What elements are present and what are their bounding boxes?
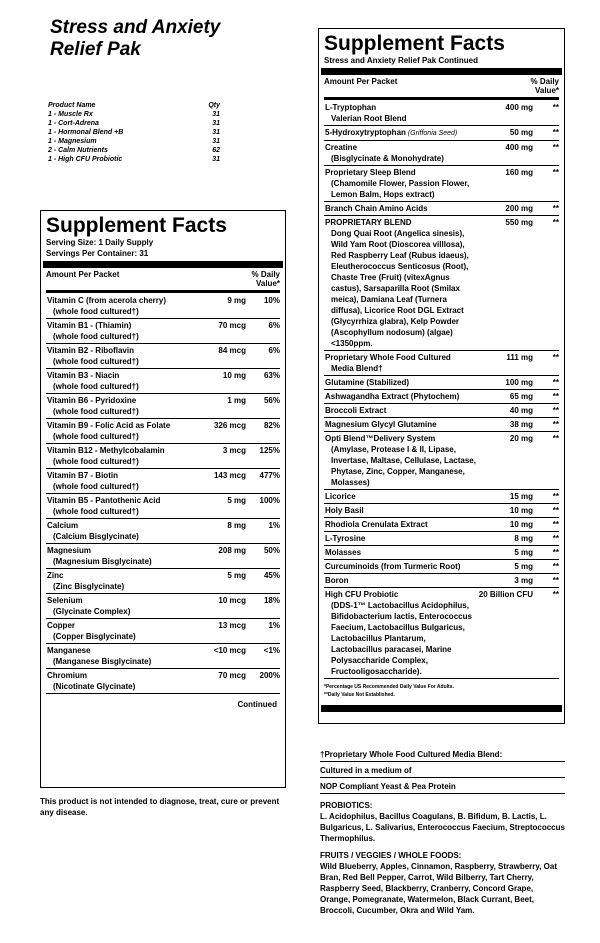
product-qty: 31 bbox=[212, 138, 220, 145]
nutrient-name: Vitamin B3 - Niacin bbox=[47, 371, 120, 380]
nutrient-name: High CFU Probiotic bbox=[325, 590, 399, 599]
nutrient-name: 5-Hydroxytryptophan bbox=[325, 128, 406, 137]
nutrient-source: (Calcium Bisglycinate) bbox=[53, 532, 139, 541]
nutrient-source: (Bisglycinate & Monohydrate) bbox=[331, 154, 444, 163]
foods-text: Wild Blueberry, Apples, Cinnamon, Raspberry, Strawberry, Oat Bran, Red Bell Pepper, Carrot, Wild Bilberry, Tart Cherry, Raspberry Seed, Blackberry, Cranberry, Concord Grape, Orange, Pomegranate, Watermelon, Black Currant, Beet, Broccoli, Cucumber, Okra and Wild Yam. bbox=[320, 862, 558, 915]
nutrient-cell bbox=[324, 352, 477, 374]
nutrient-row bbox=[324, 404, 559, 418]
nutrient-amount: 10 mg bbox=[222, 371, 246, 380]
product-row bbox=[48, 155, 220, 164]
footnote-dv: *Percentage US Recommended Daily Value For Adults. bbox=[324, 684, 454, 690]
nutrient-cell bbox=[46, 395, 190, 417]
supplement-facts-heading: Supplement Facts bbox=[324, 32, 505, 55]
supplement-facts-panel-left bbox=[40, 210, 286, 788]
left-nutrient-rows bbox=[46, 294, 280, 694]
nutrient-row bbox=[46, 519, 280, 544]
nutrient-cell bbox=[46, 445, 190, 467]
nutrient-row bbox=[46, 669, 280, 694]
nutrient-dv: ** bbox=[552, 434, 559, 443]
nutrient-name: Zinc bbox=[47, 571, 64, 580]
nutrient-cell bbox=[324, 102, 477, 124]
nutrient-name: Vitamin B12 - Methylcobalamin bbox=[47, 446, 165, 455]
nutrient-row bbox=[46, 469, 280, 494]
right-nutrient-rows bbox=[324, 101, 559, 679]
nutrient-amount: 3 mcg bbox=[222, 446, 246, 455]
divider-bar bbox=[321, 68, 562, 75]
nutrient-source: (Chamomile Flower, Passion Flower, Lemon Balm, Hops extract) bbox=[331, 179, 470, 199]
nutrient-row bbox=[46, 444, 280, 469]
product-qty: 31 bbox=[212, 120, 220, 127]
continued-label: Continued bbox=[237, 700, 277, 709]
product-name: 1 - Cort-Adrena bbox=[48, 120, 99, 127]
nutrient-amount: 8 mg bbox=[227, 521, 246, 530]
nutrient-name: Vitamin B6 - Pyridoxine bbox=[47, 396, 137, 405]
nutrient-amount: 400 mg bbox=[505, 143, 533, 152]
nutrient-amount: 65 mg bbox=[509, 392, 533, 401]
nutrient-cell bbox=[46, 570, 190, 592]
nutrient-dv: ** bbox=[552, 576, 559, 585]
serving-size: Serving Size: 1 Daily Supply bbox=[46, 238, 154, 247]
nutrient-dv: ** bbox=[552, 168, 559, 177]
product-name: 1 - High CFU Probiotic bbox=[48, 156, 123, 163]
nutrient-name: Glutamine (Stabilized) bbox=[325, 378, 410, 387]
nutrient-name: Chromium bbox=[47, 671, 87, 680]
nutrient-dv: 200% bbox=[259, 671, 280, 680]
nutrient-dv: 50% bbox=[263, 546, 280, 555]
product-name-header: Product Name bbox=[48, 102, 96, 109]
nutrient-row bbox=[324, 216, 559, 351]
nutrient-cell bbox=[46, 595, 190, 617]
title-line-2: Relief Pak bbox=[50, 39, 141, 60]
nutrient-cell bbox=[46, 495, 190, 517]
nutrient-dv: 63% bbox=[263, 371, 280, 380]
nutrient-dv: 45% bbox=[263, 571, 280, 580]
nutrient-name: Proprietary Whole Food Cultured bbox=[325, 353, 451, 362]
product-qty: 31 bbox=[212, 156, 220, 163]
nutrient-cell bbox=[324, 589, 477, 677]
disclaimer: This product is not intended to diagnose, treat, cure or prevent any disease. bbox=[40, 797, 280, 817]
nutrient-cell bbox=[46, 545, 190, 567]
product-row bbox=[48, 146, 220, 155]
nutrient-row bbox=[46, 594, 280, 619]
nutrient-name: Rhodiola Crenulata Extract bbox=[325, 520, 428, 529]
product-qty: 31 bbox=[212, 111, 220, 118]
nutrient-dv: 18% bbox=[263, 596, 280, 605]
nutrient-cell bbox=[324, 142, 477, 164]
nutrient-cell bbox=[324, 391, 477, 402]
nutrient-dv: ** bbox=[552, 128, 559, 137]
nutrient-name: Holy Basil bbox=[325, 506, 364, 515]
nutrient-source: (whole food cultured†) bbox=[53, 457, 139, 466]
nutrient-cell bbox=[324, 203, 477, 214]
nutrient-cell bbox=[324, 547, 477, 558]
title-line-1: Stress and Anxiety bbox=[50, 17, 221, 38]
nutrient-name: Ashwagandha Extract (Phytochem) bbox=[325, 392, 460, 401]
nutrient-row bbox=[46, 494, 280, 519]
nutrient-dv: ** bbox=[552, 420, 559, 429]
nutrient-source: (whole food cultured†) bbox=[53, 332, 139, 341]
nutrient-amount: 84 mcg bbox=[218, 346, 246, 355]
nutrient-cell bbox=[324, 519, 477, 530]
nutrient-name: Manganese bbox=[47, 646, 91, 655]
nutrient-dv: 1% bbox=[268, 521, 280, 530]
nutrient-row bbox=[324, 560, 559, 574]
blend-line-2: Cultured in a medium of bbox=[320, 764, 565, 778]
nutrient-amount: 50 mg bbox=[509, 128, 533, 137]
product-table bbox=[48, 101, 220, 164]
nutrient-amount: 326 mcg bbox=[213, 421, 246, 430]
nutrient-dv: <1% bbox=[263, 646, 280, 655]
product-row bbox=[48, 119, 220, 128]
product-table-header bbox=[48, 101, 220, 110]
nutrient-amount: 40 mg bbox=[509, 406, 533, 415]
product-row bbox=[48, 137, 220, 146]
nutrient-cell bbox=[324, 491, 477, 502]
nutrient-amount: 5 mg bbox=[514, 562, 533, 571]
nutrient-dv: ** bbox=[552, 406, 559, 415]
product-qty: 62 bbox=[212, 147, 220, 154]
nutrient-row bbox=[46, 319, 280, 344]
nutrient-amount: 70 mcg bbox=[218, 671, 246, 680]
nutrient-cell bbox=[324, 533, 477, 544]
nutrient-row bbox=[46, 544, 280, 569]
nutrient-source: (Manganese Bisglycinate) bbox=[53, 657, 152, 666]
nutrient-dv: ** bbox=[552, 562, 559, 571]
nutrient-row bbox=[324, 141, 559, 166]
nutrient-name: Vitamin B7 - Biotin bbox=[47, 471, 118, 480]
nutrient-row bbox=[324, 546, 559, 560]
servings-per-container: Servings Per Container: 31 bbox=[46, 249, 149, 258]
nutrient-cell bbox=[324, 505, 477, 516]
nutrient-row bbox=[324, 376, 559, 390]
nutrient-amount: 5 mg bbox=[514, 548, 533, 557]
nutrient-name: Licorice bbox=[325, 492, 356, 501]
nutrient-amount: 20 mg bbox=[509, 434, 533, 443]
probiotics-text: L. Acidophilus, Bacillus Coagulans, B. Bifidum, B. Lactis, L. Bulgaricus, L. Salivarius, Enterococcus Faecium, Streptococcus Thermophilus. bbox=[320, 812, 565, 843]
nutrient-dv: 100% bbox=[259, 496, 280, 505]
nutrient-row bbox=[46, 394, 280, 419]
nutrient-source: Dong Quai Root (Angelica sinesis), Wild Yam Root (Dioscorea villlosa), Red Raspberry Leaf (Rubus idaeus), Eleutherococcus Senticosus (Root), Chaste Tree (Fruit) (vitexAgnus castus), Sarsaparilla Root (Smilax meica), Damiana Leaf (Turnera diffusa), Licorice Root DGL Extract (Glycyrrhiza glabra), Kelp Powder (Ascophyllum nodosum) (algae) <1350ppm. bbox=[331, 229, 469, 348]
nutrient-name: Vitamin B9 - Folic Acid as Folate bbox=[47, 421, 171, 430]
nutrient-name: Magnesium Glycyl Glutamine bbox=[325, 420, 437, 429]
blend-line-1: †Proprietary Whole Food Cultured Media Blend: bbox=[320, 748, 565, 762]
product-name: 1 - Muscle Rx bbox=[48, 111, 93, 118]
nutrient-dv: ** bbox=[552, 204, 559, 213]
nutrient-row bbox=[324, 574, 559, 588]
nutrient-amount: 400 mg bbox=[505, 103, 533, 112]
nutrient-cell bbox=[46, 320, 190, 342]
nutrient-amount: 10 mg bbox=[509, 506, 533, 515]
nutrient-amount: 20 Billion CFU bbox=[478, 590, 533, 599]
nutrient-dv: 1% bbox=[268, 621, 280, 630]
nutrient-amount: 1 mg bbox=[227, 396, 246, 405]
nutrient-amount: 8 mg bbox=[514, 534, 533, 543]
nutrient-amount: 13 mcg bbox=[218, 621, 246, 630]
amount-header: Amount Per Packet bbox=[46, 270, 120, 279]
nutrient-name: Molasses bbox=[325, 548, 362, 557]
nutrient-dv: ** bbox=[552, 353, 559, 362]
divider-bar bbox=[43, 261, 283, 268]
nutrient-name: Branch Chain Amino Acids bbox=[325, 204, 428, 213]
nutrient-dv: ** bbox=[552, 534, 559, 543]
nutrient-amount: 3 mg bbox=[514, 576, 533, 585]
nutrient-name: Calcium bbox=[47, 521, 79, 530]
nutrient-dv: 477% bbox=[259, 471, 280, 480]
nutrient-name: Broccoli Extract bbox=[325, 406, 387, 415]
dv-header: % Daily Value* bbox=[251, 270, 280, 288]
nutrient-row bbox=[324, 126, 559, 141]
nutrient-dv: 6% bbox=[268, 321, 280, 330]
nutrient-amount: 10 mg bbox=[509, 520, 533, 529]
nutrient-cell bbox=[324, 419, 477, 430]
nutrient-name: Selenium bbox=[47, 596, 83, 605]
nutrient-dv: ** bbox=[552, 218, 559, 227]
product-name: 2 - Calm Nutrients bbox=[48, 147, 108, 154]
nutrient-amount: 5 mg bbox=[227, 496, 246, 505]
nutrient-row bbox=[46, 344, 280, 369]
nutrient-dv: 82% bbox=[263, 421, 280, 430]
nutrient-source: (Nicotinate Glycinate) bbox=[53, 682, 136, 691]
probiotics-heading: PROBIOTICS: bbox=[320, 801, 373, 810]
nutrient-row bbox=[324, 588, 559, 679]
nutrient-amount: 5 mg bbox=[227, 571, 246, 580]
nutrient-cell bbox=[46, 295, 190, 317]
nutrient-cell bbox=[324, 561, 477, 572]
nutrient-amount: 208 mg bbox=[218, 546, 246, 555]
nutrient-source: Media Blend† bbox=[331, 364, 383, 373]
nutrient-cell bbox=[324, 405, 477, 416]
nutrient-cell bbox=[46, 420, 190, 442]
product-row bbox=[48, 110, 220, 119]
nutrient-row bbox=[324, 532, 559, 546]
nutrient-name: Magnesium bbox=[47, 546, 92, 555]
nutrient-name: Vitamin B5 - Pantothenic Acid bbox=[47, 496, 161, 505]
footnote-not-established: **Daily Value Not Established. bbox=[324, 692, 395, 698]
product-name: 1 - Magnesium bbox=[48, 138, 97, 145]
product-qty: 31 bbox=[212, 129, 220, 136]
nutrient-amount: 160 mg bbox=[505, 168, 533, 177]
nutrient-row bbox=[46, 294, 280, 319]
nutrient-dv: 10% bbox=[263, 296, 280, 305]
nutrient-source: (Amylase, Protease I & II, Lipase, Invertase, Maltase, Cellulase, Lactase, Phytase, Zinc, Copper, Manganese, Molasses) bbox=[331, 445, 476, 487]
nutrient-amount: 10 mcg bbox=[218, 596, 246, 605]
nutrient-cell bbox=[324, 433, 477, 488]
nutrient-source: (whole food cultured†) bbox=[53, 307, 139, 316]
nutrient-cell bbox=[46, 345, 190, 367]
blend-info bbox=[320, 748, 565, 916]
product-table-body bbox=[48, 110, 220, 164]
nutrient-cell bbox=[46, 520, 190, 542]
bottom-bar bbox=[321, 705, 562, 712]
nutrient-row bbox=[324, 432, 559, 490]
nutrient-source: (Magnesium Bisglycinate) bbox=[53, 557, 152, 566]
nutrient-name: L-Tyrosine bbox=[325, 534, 366, 543]
product-qty-header: Qty bbox=[208, 102, 220, 109]
nutrient-row bbox=[324, 351, 559, 376]
nutrient-amount: 200 mg bbox=[505, 204, 533, 213]
nutrient-dv: ** bbox=[552, 392, 559, 401]
nutrient-amount: 111 mg bbox=[506, 353, 533, 362]
nutrient-cell bbox=[324, 167, 477, 200]
nutrient-source: (Zinc Bisglycinate) bbox=[53, 582, 125, 591]
nutrient-row bbox=[324, 390, 559, 404]
nutrient-amount: 143 mcg bbox=[213, 471, 246, 480]
nutrient-cell bbox=[324, 127, 477, 139]
amount-header: Amount Per Packet bbox=[324, 77, 398, 86]
nutrient-name: Curcuminoids (from Turmeric Root) bbox=[325, 562, 461, 571]
nutrient-note: (Griffonia Seed) bbox=[405, 130, 458, 137]
nutrient-amount: 15 mg bbox=[509, 492, 533, 501]
nutrient-source: (whole food cultured†) bbox=[53, 407, 139, 416]
nutrient-name: Creatine bbox=[325, 143, 358, 152]
dv-header: % Daily Value* bbox=[530, 77, 559, 95]
nutrient-row bbox=[324, 166, 559, 202]
nutrient-cell bbox=[324, 217, 477, 349]
nutrient-row bbox=[46, 619, 280, 644]
column-header bbox=[46, 270, 280, 293]
nutrient-source: (whole food cultured†) bbox=[53, 357, 139, 366]
nutrient-source: (Copper Bisglycinate) bbox=[53, 632, 136, 641]
nutrient-dv: ** bbox=[552, 143, 559, 152]
nutrient-source: (whole food cultured†) bbox=[53, 432, 139, 441]
nutrient-amount: 38 mg bbox=[509, 420, 533, 429]
product-name: 1 - Hormonal Blend +B bbox=[48, 129, 124, 136]
nutrient-source: (whole food cultured†) bbox=[53, 382, 139, 391]
nutrient-dv: ** bbox=[552, 548, 559, 557]
nutrient-cell bbox=[324, 377, 477, 388]
nutrient-row bbox=[324, 490, 559, 504]
nutrient-name: Opti Blend™Delivery System bbox=[325, 434, 436, 443]
nutrient-cell bbox=[46, 370, 190, 392]
supplement-facts-heading: Supplement Facts bbox=[46, 214, 227, 237]
nutrient-cell bbox=[46, 470, 190, 492]
nutrient-row bbox=[46, 369, 280, 394]
product-row bbox=[48, 128, 220, 137]
nutrient-name: Proprietary Sleep Blend bbox=[325, 168, 416, 177]
panel-subtitle: Stress and Anxiety Relief Pak Continued bbox=[324, 56, 478, 65]
nutrient-source: (whole food cultured†) bbox=[53, 507, 139, 516]
nutrient-row bbox=[46, 419, 280, 444]
nutrient-dv: 125% bbox=[259, 446, 280, 455]
nutrient-row bbox=[324, 101, 559, 126]
nutrient-name: Vitamin B2 - Riboflavin bbox=[47, 346, 134, 355]
column-header bbox=[324, 77, 559, 100]
nutrient-row bbox=[324, 518, 559, 532]
nutrient-row bbox=[46, 644, 280, 669]
nutrient-source: (Glycinate Complex) bbox=[53, 607, 131, 616]
nutrient-dv: ** bbox=[552, 590, 559, 599]
nutrient-amount: 100 mg bbox=[505, 378, 533, 387]
nutrient-dv: ** bbox=[552, 520, 559, 529]
nutrient-amount: <10 mcg bbox=[213, 646, 246, 655]
nutrient-cell bbox=[46, 620, 190, 642]
nutrient-amount: 550 mg bbox=[505, 218, 533, 227]
nutrient-name: PROPRIETARY BLEND bbox=[325, 218, 412, 227]
nutrient-dv: 56% bbox=[263, 396, 280, 405]
nutrient-dv: ** bbox=[552, 103, 559, 112]
nutrient-cell bbox=[46, 670, 190, 692]
nutrient-row bbox=[324, 418, 559, 432]
nutrient-name: Vitamin C (from acerola cherry) bbox=[47, 296, 167, 305]
nutrient-name: Copper bbox=[47, 621, 75, 630]
nutrient-dv: ** bbox=[552, 378, 559, 387]
nutrient-amount: 70 mcg bbox=[218, 321, 246, 330]
nutrient-name: Vitamin B1 - (Thiamin) bbox=[47, 321, 132, 330]
nutrient-amount: 9 mg bbox=[227, 296, 246, 305]
nutrient-dv: 6% bbox=[268, 346, 280, 355]
supplement-facts-panel-right bbox=[318, 28, 565, 724]
nutrient-source: Valerian Root Blend bbox=[331, 114, 407, 123]
nutrient-dv: ** bbox=[552, 492, 559, 501]
page-title bbox=[50, 17, 220, 61]
nutrient-name: L-Tryptophan bbox=[325, 103, 377, 112]
nutrient-row bbox=[46, 569, 280, 594]
nutrient-cell bbox=[46, 645, 190, 667]
nutrient-row bbox=[324, 202, 559, 216]
nutrient-cell bbox=[324, 575, 477, 586]
nutrient-row bbox=[324, 504, 559, 518]
nutrient-name: Boron bbox=[325, 576, 349, 585]
nutrient-source: (whole food cultured†) bbox=[53, 482, 139, 491]
foods-heading: FRUITS / VEGGIES / WHOLE FOODS: bbox=[320, 851, 462, 860]
blend-line-3: NOP Compliant Yeast & Pea Protein bbox=[320, 780, 565, 794]
nutrient-source: (DDS-1™ Lactobacillus Acidophilus, Bifidobacterium lactis, Enterococcus Faecium, Lactobacillus Bulgaricus, Lactobacillus Plantarum, Lactobacillus paracasei, Marine Polysaccharide Complex, Fructooligosaccharide). bbox=[331, 601, 472, 676]
nutrient-dv: ** bbox=[552, 506, 559, 515]
